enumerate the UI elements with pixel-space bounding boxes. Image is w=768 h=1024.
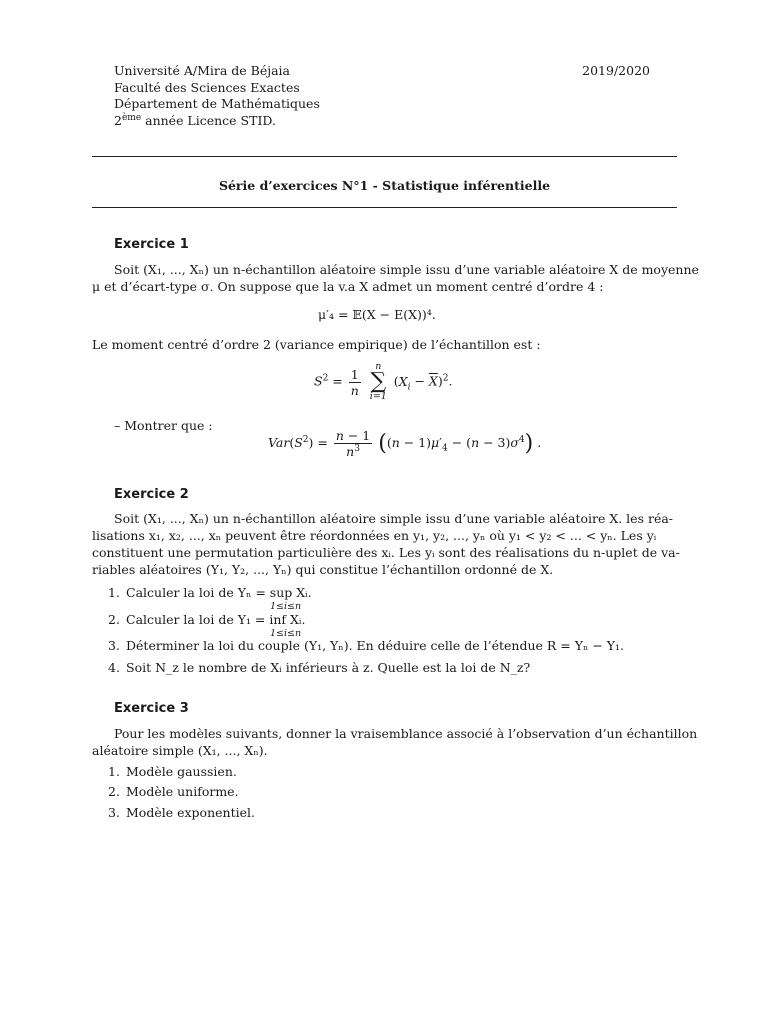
ex2-item-2: 2. Calculer la loi de Y₁ = inf Xᵢ. 1≤i≤n xyxy=(108,611,305,628)
academic-year: 2019/2020 xyxy=(582,63,650,78)
ex2-paragraph-line-1: Soit (X₁, ..., Xₙ) un n-échantillon aléatoire simple issu d’une variable aléatoire X. les réa- xyxy=(114,511,674,526)
ex2-item-1: 1. Calculer la loi de Yₙ = sup Xᵢ. 1≤i≤n xyxy=(108,584,312,601)
ex1-equation-moment4: μ′₄ = 𝔼(X − E(X))⁴. xyxy=(318,307,436,322)
document-header xyxy=(114,62,320,128)
ex1-task: – Montrer que : xyxy=(114,418,213,433)
exercise-3-title: Exercice 3 xyxy=(114,701,189,716)
ex3-item-2: 2. Modèle uniforme. xyxy=(108,784,239,799)
ex3-paragraph-line-2: aléatoire simple (X₁, ..., Xₙ). xyxy=(92,743,268,758)
ex2-item-2-limit: 1≤i≤n xyxy=(270,628,302,639)
ex1-paragraph-2: Le moment centré d’ordre 2 (variance empirique) de l’échantillon est : xyxy=(92,337,541,352)
ex2-paragraph-line-4: riables aléatoires (Y₁, Y₂, ..., Yₙ) qui constitue l’échantillon ordonné de X. xyxy=(92,562,554,577)
ex3-item-3: 3. Modèle exponentiel. xyxy=(108,805,255,820)
ex3-item-1: 1. Modèle gaussien. xyxy=(108,764,237,779)
faculty-name: Faculté des Sciences Exactes xyxy=(114,79,300,95)
ex2-paragraph-line-3: constituent une permutation particulière des xᵢ. Les yᵢ sont des réalisations du n-uplet de va- xyxy=(92,545,680,560)
exercise-1-title: Exercice 1 xyxy=(114,237,189,252)
top-rule xyxy=(92,156,677,157)
department-name: Département de Mathématiques xyxy=(114,96,320,111)
ex1-paragraph-line-1: Soit (X₁, ..., Xₙ) un n-échantillon aléatoire simple issu d’une variable aléatoire X de moyenne xyxy=(114,262,699,277)
bottom-rule xyxy=(92,207,677,208)
ex2-item-3: 3. Déterminer la loi du couple (Y₁, Yₙ). En déduire celle de l’étendue R = Yₙ − Y₁. xyxy=(108,638,625,653)
university-name: Université A/Mira de Béjaia xyxy=(114,63,290,78)
ex1-equation-var-s2: $Var(S^2)$ = $\frac{n - 1}{n^3}$ $((n - 1)\mu'_4 - (n - 3)\sigma^4)$ . xyxy=(268,428,542,459)
exercise-2-title: Exercice 2 xyxy=(114,487,189,502)
ex2-item-1-limit: 1≤i≤n xyxy=(270,601,302,612)
ex1-equation-variance: $S^2$ = $\frac{1}{n}$ n ∑ i=1 $(X_i - \overline{X})^2$. xyxy=(314,361,453,402)
ex2-item-4: 4. Soit N_z le nombre de Xᵢ inférieurs à z. Quelle est la loi de N_z? xyxy=(108,660,531,675)
serie-title: Série d’exercices N°1 - Statistique inférentielle xyxy=(218,178,551,193)
ex1-paragraph-line-2: μ et d’écart-type σ. On suppose que la v.a X admet un moment centré d’ordre 4 : xyxy=(92,279,604,294)
ex3-paragraph-line-1: Pour les modèles suivants, donner la vraisemblance associé à l’observation d’un échantillon xyxy=(114,726,698,741)
year-level: 2ème année Licence STID. xyxy=(114,112,276,128)
ex2-paragraph-line-2: lisations x₁, x₂, ..., xₙ peuvent être réordonnées en y₁, y₂, ..., yₙ où y₁ < y₂ < ... < yₙ. Les yᵢ xyxy=(92,528,657,543)
